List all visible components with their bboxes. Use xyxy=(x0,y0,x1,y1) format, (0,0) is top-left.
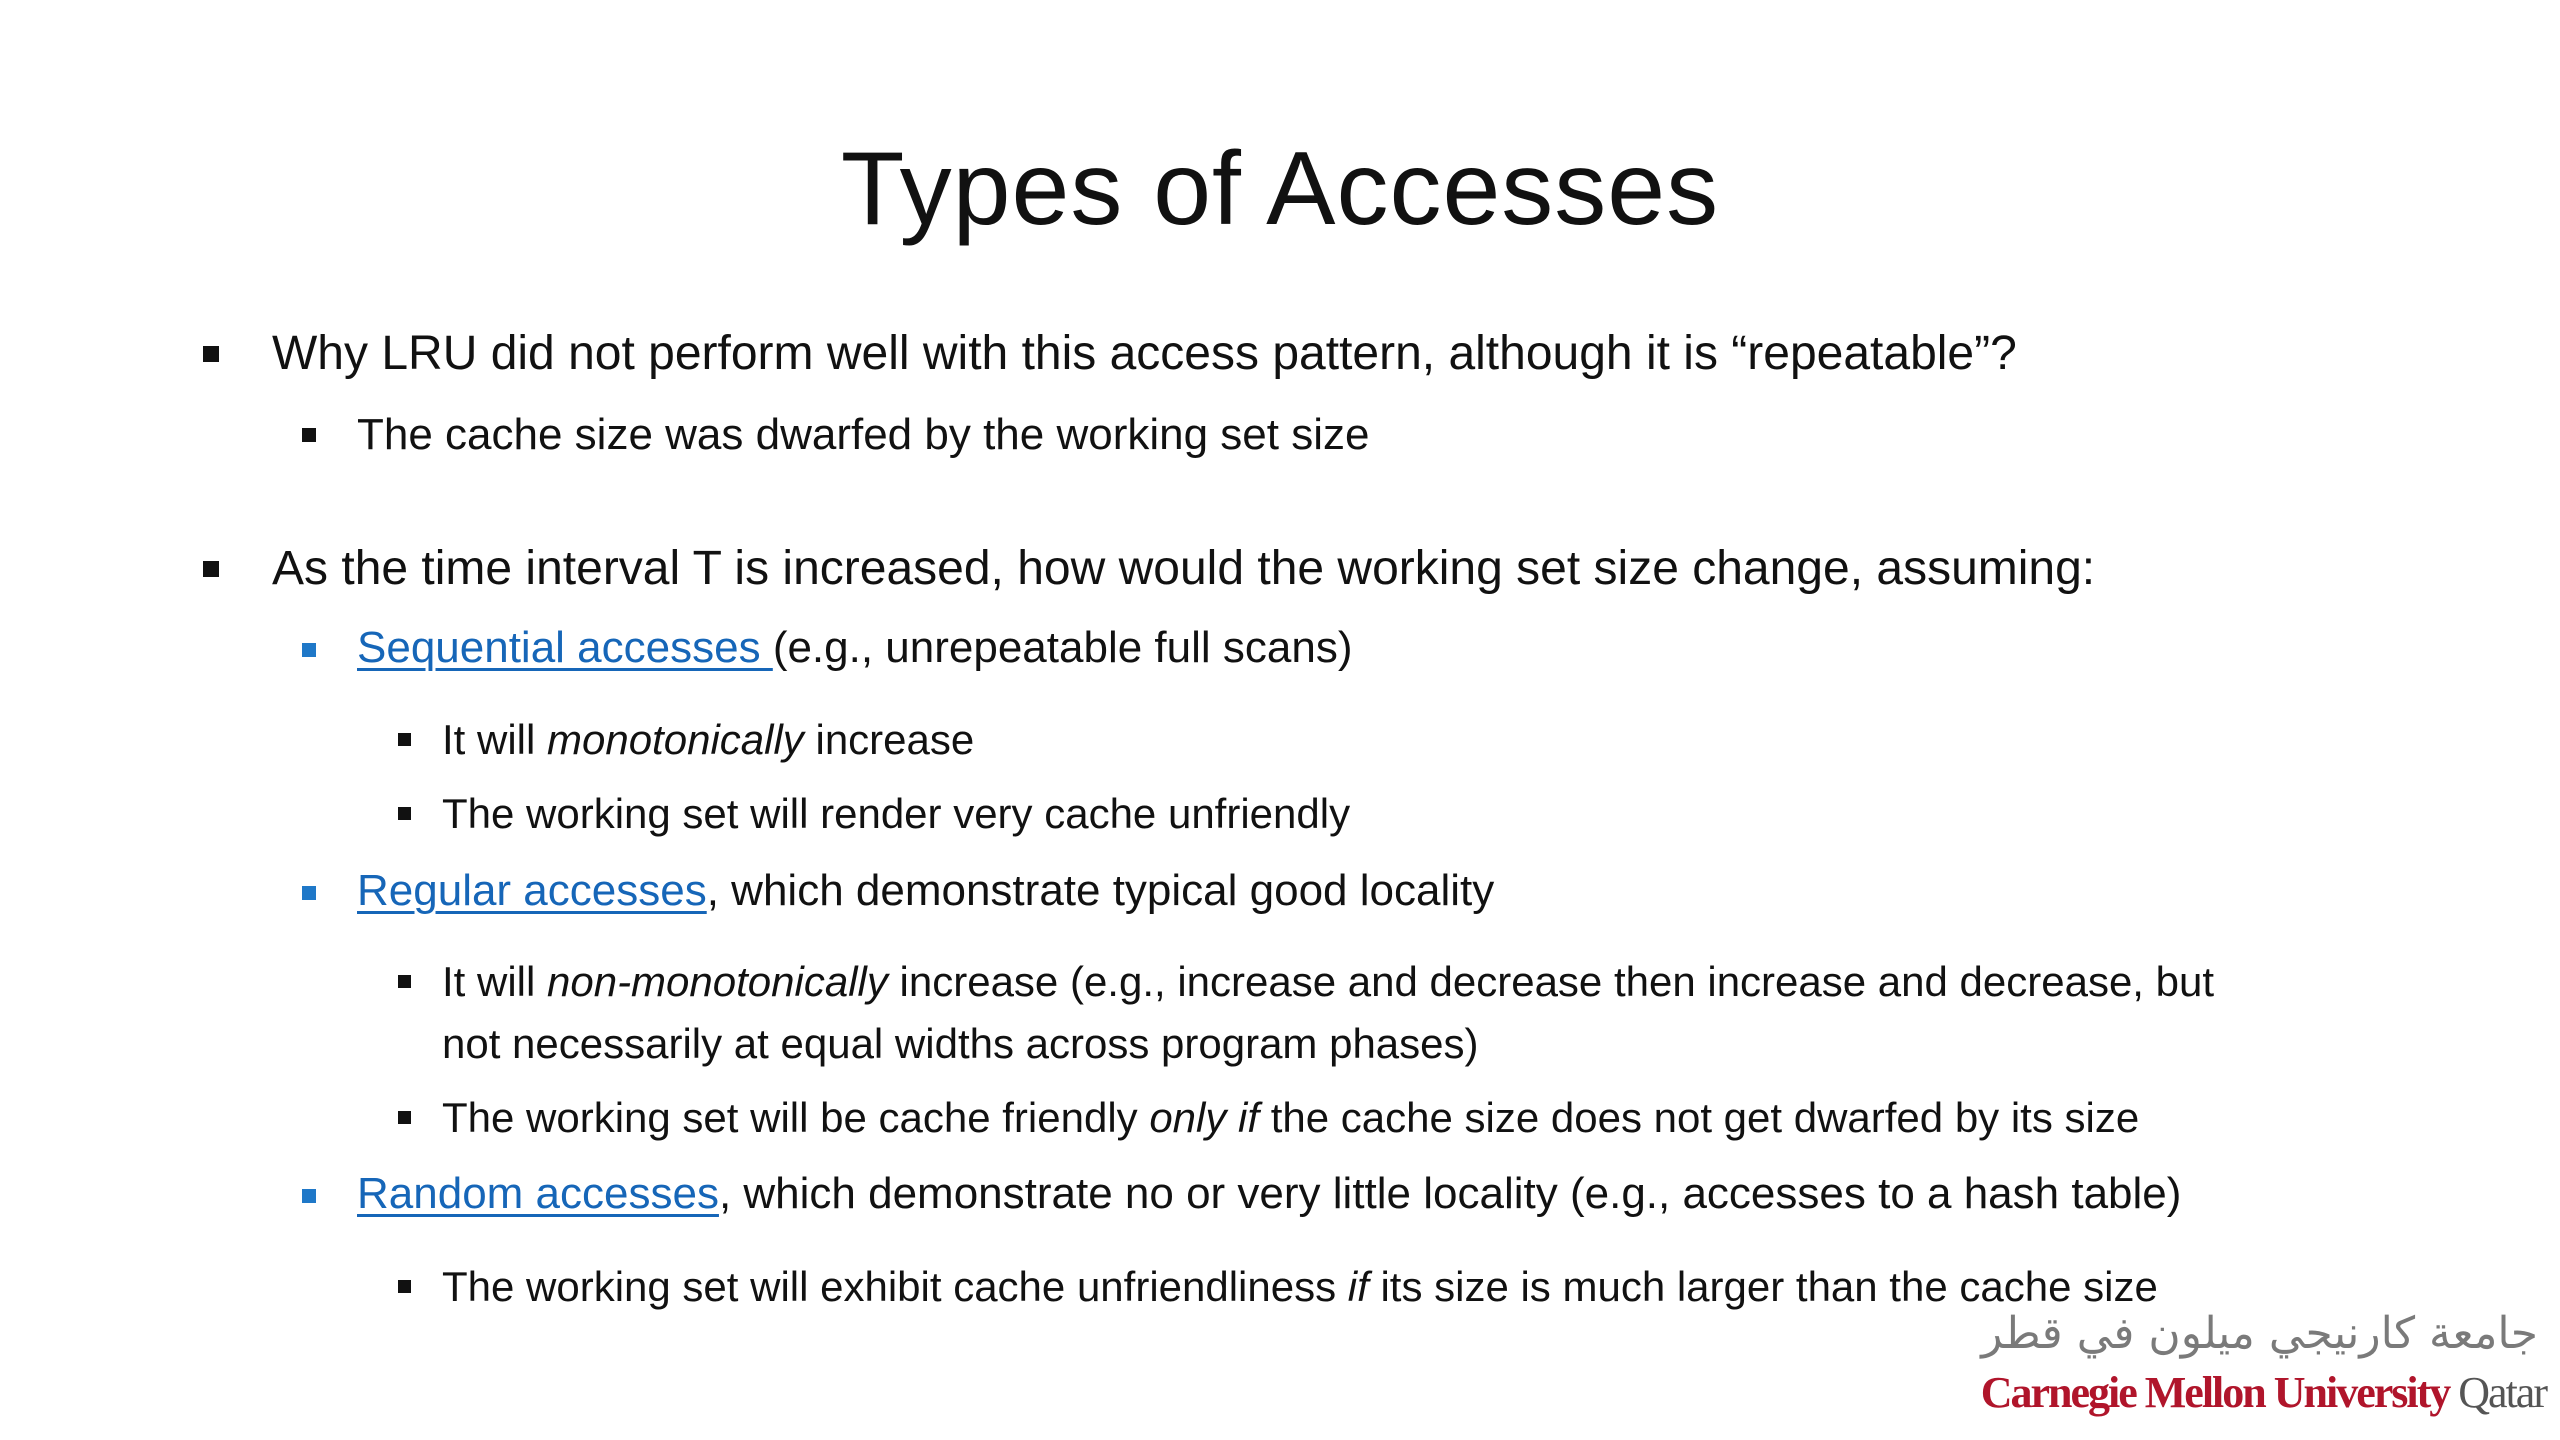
regular-desc: , which demonstrate typical good locality xyxy=(706,866,1495,915)
seq-unfriendly: The working set will render very cache unfriendly xyxy=(442,790,1351,837)
sequential-accesses-link[interactable]: Sequential accesses xyxy=(357,623,773,672)
bullet-square-icon xyxy=(203,346,219,362)
reg-cache-friendly: The working set will be cache friendly only if the cache size does not get dwarfed by its size xyxy=(442,1094,2140,1141)
random-desc: , which demonstrate no or very little locality (e.g., accesses to a hash table) xyxy=(718,1169,2182,1218)
bullet-lru-question: Why LRU did not perform well with this access pattern, although it is “repeatable”? xyxy=(272,327,2017,380)
sequential-desc: (e.g., unrepeatable full scans) xyxy=(772,623,1353,672)
bullet-square-blue-icon xyxy=(302,1189,316,1203)
bullet-cache-dwarfed: The cache size was dwarfed by the working set size xyxy=(357,410,1370,459)
sequential-line xyxy=(357,623,1352,673)
regular-line xyxy=(357,866,1494,916)
bullet-square-icon xyxy=(398,1111,411,1124)
bullet-square-blue-icon xyxy=(302,643,316,657)
cmu-qatar-logo xyxy=(1980,1308,2546,1418)
rand-unfriendliness: The working set will exhibit cache unfriendliness if its size is much larger than the cache size xyxy=(442,1263,2158,1310)
random-accesses-link[interactable]: Random accesses xyxy=(357,1169,719,1218)
regular-accesses-link[interactable]: Regular accesses xyxy=(357,866,707,915)
logo-arabic-text: جامعة كارنيجي ميلون في قطر xyxy=(1981,1308,2538,1359)
bullet-square-icon xyxy=(398,1280,411,1293)
seq-monotonic: It will monotonically increase xyxy=(442,716,975,763)
logo-english-text: Carnegie Mellon University Qatar xyxy=(1980,1368,2546,1417)
reg-non-monotonic-cont: not necessarily at equal widths across program phases) xyxy=(442,1020,1479,1067)
reg-non-monotonic: It will non-monotonically increase (e.g., increase and decrease then increase and decrease, but xyxy=(442,958,2215,1005)
random-line xyxy=(357,1169,2181,1219)
bullet-square-icon xyxy=(302,428,316,442)
bullet-time-interval: As the time interval T is increased, how would the working set size change, assuming: xyxy=(272,542,2096,595)
bullet-square-icon xyxy=(398,975,411,988)
slide-title: Types of Accesses xyxy=(840,131,1720,247)
bullet-square-icon xyxy=(398,733,411,746)
bullet-square-icon xyxy=(398,807,411,820)
bullet-square-blue-icon xyxy=(302,886,316,900)
bullet-square-icon xyxy=(203,561,219,577)
